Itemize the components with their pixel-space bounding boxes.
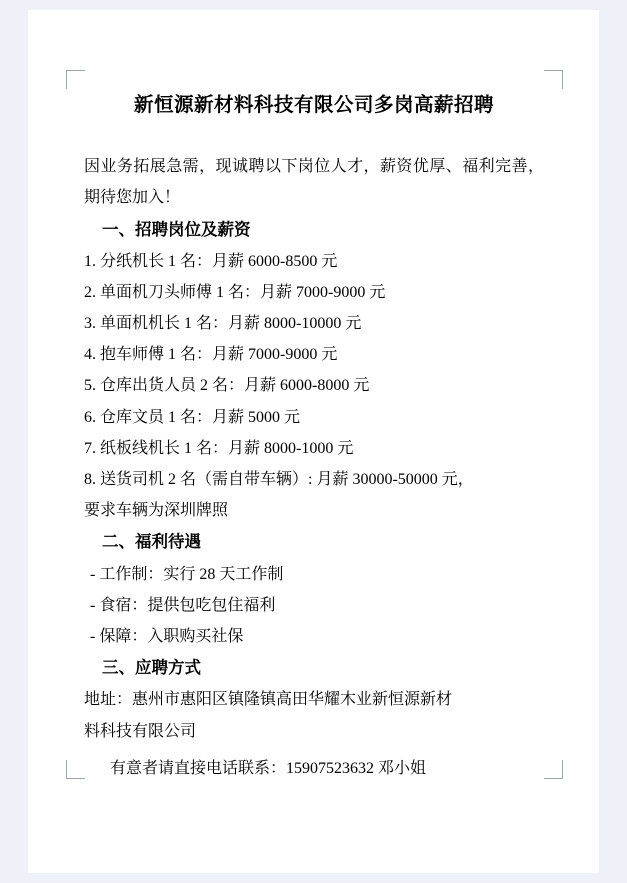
list-item: 1. 分纸机长 1 名：月薪 6000-8500 元 xyxy=(84,252,338,270)
list-item: 6. 仓库文员 1 名：月薪 5000 元 xyxy=(84,408,301,426)
list-item: 8. 送货司机 2 名（需自带车辆）: 月薪 30000-50000 元， xyxy=(84,471,474,489)
list-item: 3. 单面机机长 1 名：月薪 8000-10000 元 xyxy=(84,315,362,333)
title-spacer xyxy=(84,121,544,151)
list-item: - 工作制：实行 28 天工作制 xyxy=(90,565,284,583)
crop-mark-bottom-right xyxy=(544,760,563,779)
document-title: 新恒源新材料科技有限公司多岗高薪招聘 xyxy=(133,95,494,116)
list-item-continuation: 要求车辆为深圳牌照 xyxy=(84,502,229,520)
section-heading-benefits: 二、福利待遇 xyxy=(102,532,201,552)
list-item: 4. 抱车师傅 1 名：月薪 7000-9000 元 xyxy=(84,346,338,364)
list-item: 2. 单面机刀头师傅 1 名：月薪 7000-9000 元 xyxy=(84,283,386,301)
contact-line: 有意者请直接电话联系：15907523632 邓小姐 xyxy=(110,759,427,777)
list-item: - 保障：入职购买社保 xyxy=(90,627,244,645)
list-item: 5. 仓库出货人员 2 名：月薪 6000-8000 元 xyxy=(84,377,370,395)
list-item: 7. 纸板线机长 1 名：月薪 8000-1000 元 xyxy=(84,439,354,457)
section-heading-apply: 三、应聘方式 xyxy=(102,658,201,678)
section-heading-positions: 一、招聘岗位及薪资 xyxy=(102,219,251,239)
crop-mark-top-right xyxy=(544,70,563,89)
crop-mark-bottom-left xyxy=(66,760,85,779)
crop-mark-top-left xyxy=(66,70,85,89)
document-content xyxy=(84,78,544,784)
address-line-1: 地址：惠州市惠阳区镇隆镇高田华耀木业新恒源新材 xyxy=(84,691,453,709)
list-item: - 食宿：提供包吃包住福利 xyxy=(90,596,276,614)
intro-paragraph: 因业务拓展急需，现诚聘以下岗位人才，薪资优厚、福利完善，期待您加入！ xyxy=(84,158,544,207)
address-line-2: 料科技有限公司 xyxy=(84,722,197,740)
document-page xyxy=(28,10,599,873)
